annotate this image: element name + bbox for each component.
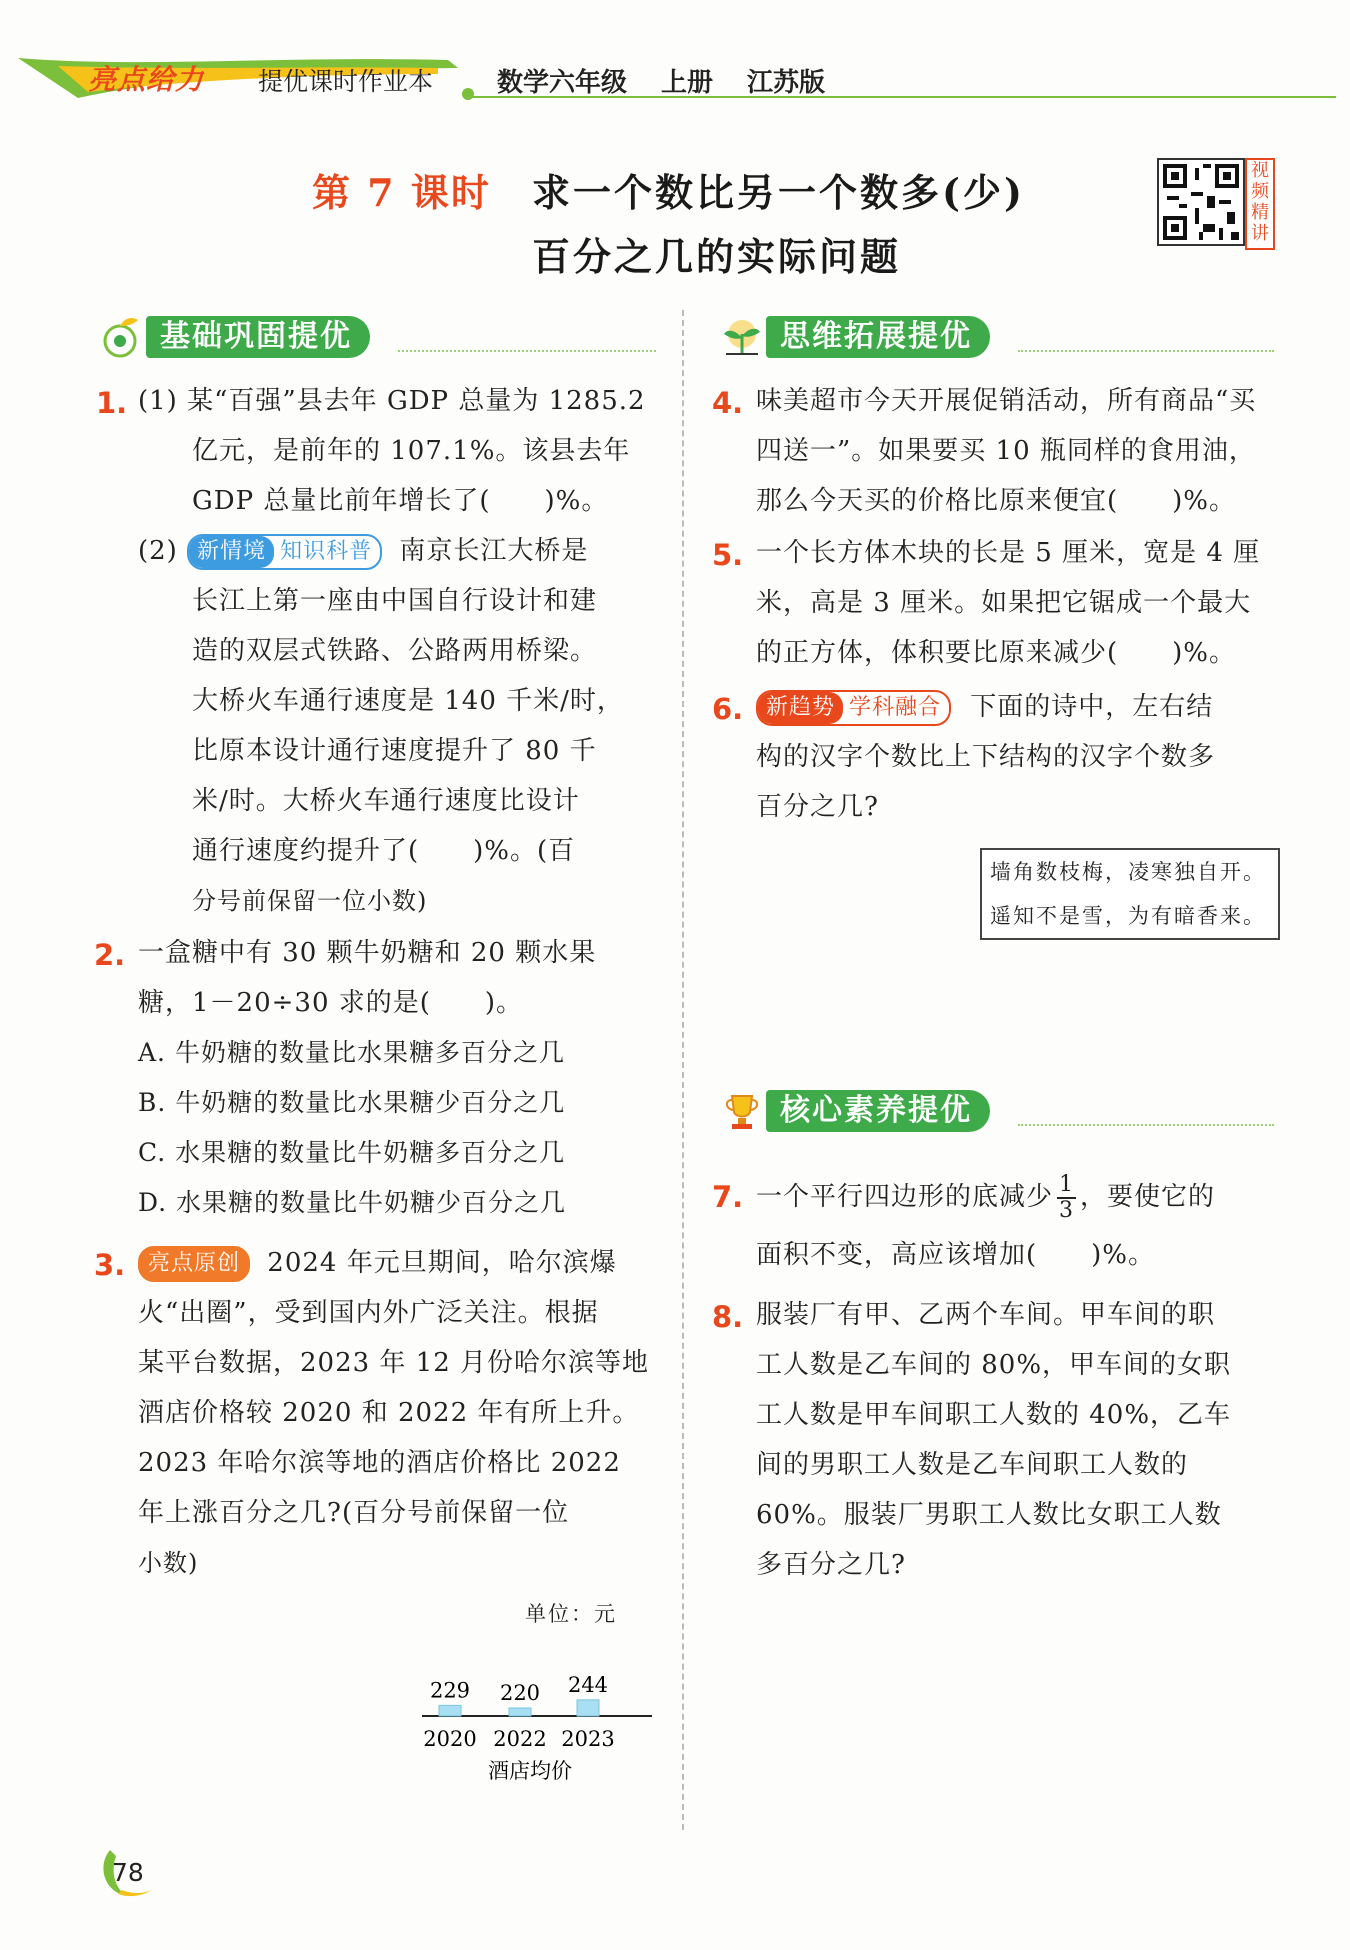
problem-7-line2: 面积不变，高应该增加( )%。 xyxy=(756,1240,1155,1270)
problem-3-first: 2024 年元旦期间，哈尔滨爆 xyxy=(267,1248,617,1278)
option-a[interactable]: A. 牛奶糖的数量比水果糖多百分之几 xyxy=(138,1038,565,1067)
problem-5-number: 5. xyxy=(712,538,744,572)
problem-3-line: 小数) xyxy=(138,1549,199,1577)
problem-2 xyxy=(138,928,658,1228)
problem-6-line: 构的汉字个数比上下结构的汉字个数多 xyxy=(756,742,1216,772)
problem-8-line: 服装厂有甲、乙两个车间。甲车间的职 xyxy=(756,1300,1216,1330)
problem-7-after: ，要使它的 xyxy=(1080,1182,1216,1212)
problem-8-line: 间的男职工人数是乙车间职工人数的 xyxy=(756,1450,1189,1480)
section-basic-dots xyxy=(398,350,656,352)
problem-1b-line: 比原本设计通行速度提升了 80 千 xyxy=(192,736,597,766)
chart-bar-2023 xyxy=(577,1700,599,1716)
badge-label: 新情境 xyxy=(189,536,274,568)
problem-1b-line: 米/时。大桥火车通行速度比设计 xyxy=(192,786,580,816)
badge-text: 学科融合 xyxy=(849,695,942,720)
new-trend-badge xyxy=(756,690,951,726)
problem-1b-line: 大桥火车通行速度是 140 千米/时， xyxy=(192,686,624,716)
problem-3-line: 年上涨百分之几?(百分号前保留一位 xyxy=(138,1498,570,1528)
problem-3-line: 某平台数据，2023 年 12 月份哈尔滨等地 xyxy=(138,1348,650,1378)
problem-1a xyxy=(138,376,658,526)
problem-8-line: 工人数是乙车间的 80%，甲车间的女职 xyxy=(756,1350,1232,1380)
section-basic xyxy=(98,314,656,360)
badge-text: 知识科普 xyxy=(280,539,373,564)
problem-1b-line: 造的双层式铁路、公路两用桥梁。 xyxy=(192,636,598,666)
chart-category-label: 2023 xyxy=(561,1727,615,1751)
problem-7 xyxy=(756,1164,1276,1280)
sprout-icon xyxy=(718,314,766,360)
chart-bar-2022 xyxy=(509,1708,531,1716)
hotel-price-chart xyxy=(420,1640,660,1790)
problem-6-line: 百分之几? xyxy=(756,792,879,822)
video-lecture-tag: 视频精讲 xyxy=(1245,158,1275,250)
problem-4-line: 那么今天买的价格比原来便宜( )%。 xyxy=(756,486,1236,516)
problem-8-line: 60%。服装厂男职工人数比女职工人数 xyxy=(756,1500,1222,1530)
option-d[interactable]: D. 水果糖的数量比牛奶糖少百分之几 xyxy=(138,1188,567,1217)
header-subtitle: 提优课时作业本 xyxy=(258,67,434,96)
problem-3-number: 3. xyxy=(94,1248,126,1282)
chart-bar-2020 xyxy=(439,1705,461,1716)
trophy-icon xyxy=(718,1088,766,1134)
header-volume: 上册 xyxy=(661,68,714,98)
problem-6-number: 6. xyxy=(712,692,744,726)
poem-line: 遥知不是雪，为有暗香来。 xyxy=(990,904,1266,928)
problem-1b-line: 分号前保留一位小数) xyxy=(192,887,428,915)
section-basic-title: 基础巩固提优 xyxy=(146,316,370,358)
problem-5 xyxy=(756,528,1276,678)
problem-5-line: 的正方体，体积要比原来减少( )%。 xyxy=(756,638,1236,668)
problem-4-line: 味美超市今天开展促销活动，所有商品“买 xyxy=(756,386,1257,416)
section-expand-title: 思维拓展提优 xyxy=(766,316,990,358)
header-dot xyxy=(462,88,474,100)
header-subject: 数学六年级 xyxy=(497,68,628,98)
chart-category-label: 2022 xyxy=(493,1727,547,1751)
chart-value-label: 220 xyxy=(499,1681,541,1705)
problem-8 xyxy=(756,1290,1276,1590)
problem-1b-prefix: (2) xyxy=(138,536,178,566)
problem-3-line: 酒店价格较 2020 和 2022 年有所上升。 xyxy=(138,1398,640,1428)
lesson-number: 第 7 课时 xyxy=(312,170,491,215)
header-book-info xyxy=(497,62,859,99)
original-badge: 亮点原创 xyxy=(138,1246,250,1282)
chart-x-label: 酒店均价 xyxy=(488,1759,572,1783)
problem-8-number: 8. xyxy=(712,1300,744,1334)
problem-7-before: 一个平行四边形的底减少 xyxy=(756,1182,1054,1212)
section-core xyxy=(718,1088,1274,1134)
problem-3-line: 火“出圈”，受到国内外广泛关注。根据 xyxy=(138,1298,599,1328)
page-number: 78 xyxy=(112,1858,144,1887)
problem-1a-line: (1) 某“百强”县去年 GDP 总量为 1285.2 xyxy=(138,386,646,416)
problem-3 xyxy=(138,1238,658,1588)
chart-unit-label: 单位：元 xyxy=(525,1602,617,1626)
qr-code-icon[interactable] xyxy=(1157,158,1245,246)
section-expand-dots xyxy=(1018,350,1274,352)
problem-1b-first: 南京长江大桥是 xyxy=(399,536,589,566)
chart-value-label: 244 xyxy=(567,1672,609,1697)
problem-5-line: 米，高是 3 厘米。如果把它锯成一个最大 xyxy=(756,588,1252,618)
badge-label: 新趋势 xyxy=(758,692,843,724)
section-core-dots xyxy=(1018,1124,1274,1126)
chart-value-label: 229 xyxy=(429,1678,471,1703)
brand-logo: 亮点给力 xyxy=(88,63,205,96)
problem-5-line: 一个长方体木块的长是 5 厘米，宽是 4 厘 xyxy=(756,538,1261,568)
fraction-denominator: 3 xyxy=(1059,1198,1075,1223)
column-divider xyxy=(682,310,684,1830)
fraction-numerator: 1 xyxy=(1059,1172,1075,1197)
chart-category-label: 2020 xyxy=(423,1727,477,1751)
poem-line: 墙角数枝梅，凌寒独自开。 xyxy=(990,860,1266,884)
problem-6 xyxy=(756,682,1276,832)
new-context-badge xyxy=(187,534,382,570)
problem-7-number: 7. xyxy=(712,1180,744,1214)
problem-1-number: 1. xyxy=(96,386,128,420)
problem-2-line: 一盒糖中有 30 颗牛奶糖和 20 颗水果 xyxy=(138,938,597,968)
problem-4-line: 四送一”。如果要买 10 瓶同样的食用油， xyxy=(756,436,1256,466)
option-c[interactable]: C. 水果糖的数量比牛奶糖多百分之几 xyxy=(138,1138,566,1167)
problem-4 xyxy=(756,376,1276,526)
problem-3-line: 2023 年哈尔滨等地的酒店价格比 2022 xyxy=(138,1448,621,1478)
problem-2-number: 2. xyxy=(94,938,126,972)
problem-2-line: 糖，1－20÷30 求的是( )。 xyxy=(138,988,524,1018)
problem-1a-line: GDP 总量比前年增长了( )%。 xyxy=(192,486,609,516)
section-expand xyxy=(718,314,1274,360)
problem-1b xyxy=(138,526,658,926)
fraction-one-third xyxy=(1057,1173,1076,1223)
poem-box xyxy=(980,848,1280,940)
header-edition: 江苏版 xyxy=(747,68,826,98)
problem-1b-line: 长江上第一座由中国自行设计和建 xyxy=(192,586,598,616)
problem-8-line: 多百分之几? xyxy=(756,1550,906,1580)
option-b[interactable]: B. 牛奶糖的数量比水果糖少百分之几 xyxy=(138,1088,566,1117)
problem-8-line: 工人数是甲车间职工人数的 40%，乙车 xyxy=(756,1400,1232,1430)
lesson-title-line2: 百分之几的实际问题 xyxy=(532,234,902,279)
gear-sprout-icon xyxy=(98,314,146,360)
problem-4-number: 4. xyxy=(712,386,744,420)
problem-1a-line: 亿元，是前年的 107.1%。该县去年 xyxy=(192,436,631,466)
lesson-title-line1: 求一个数比另一个数多(少) xyxy=(532,170,1025,215)
section-core-title: 核心素养提优 xyxy=(766,1090,990,1132)
problem-1b-line: 通行速度约提升了( )%。(百 xyxy=(192,836,576,866)
problem-6-first: 下面的诗中，左右结 xyxy=(970,692,1214,722)
